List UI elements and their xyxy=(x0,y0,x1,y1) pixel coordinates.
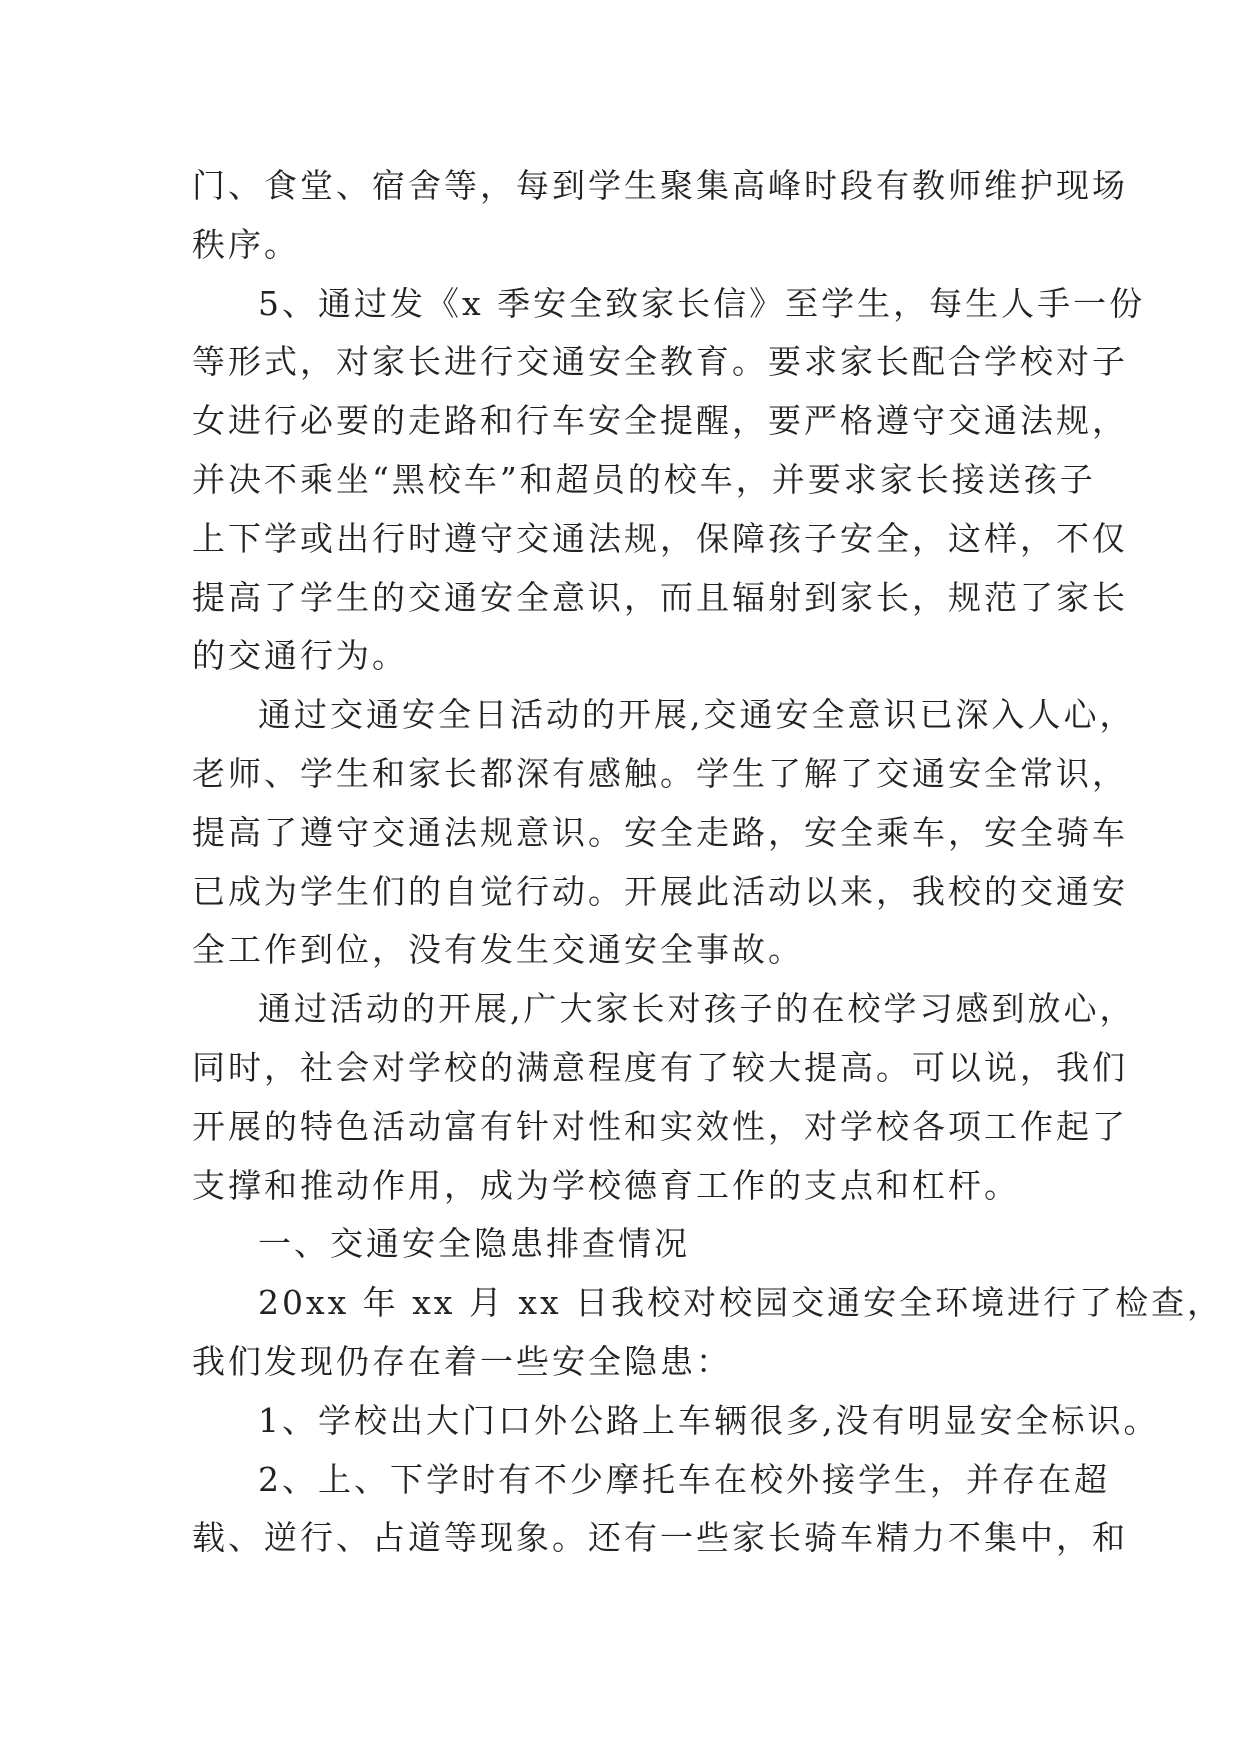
text-line: 全工作到位，没有发生交通安全事故。 xyxy=(192,930,804,970)
text-line: 开展的特色活动富有针对性和实效性，对学校各项工作起了 xyxy=(192,1106,1128,1146)
text-line: 提高了学生的交通安全意识，而且辐射到家长，规范了家长 xyxy=(192,577,1128,617)
text-line: 提高了遵守交通法规意识。安全走路，安全乘车，安全骑车 xyxy=(192,812,1128,852)
paragraph-start-line: 1、学校出大门口外公路上车辆很多,没有明显安全标识。 xyxy=(258,1400,1160,1440)
text-line: 等形式，对家长进行交通安全教育。要求家长配合学校对子 xyxy=(192,342,1128,382)
text-line: 上下学或出行时遵守交通法规，保障孩子安全，这样，不仅 xyxy=(192,518,1128,558)
paragraph-start-line: 20xx 年 xx 月 xx 日我校对校园交通安全环境进行了检查， xyxy=(258,1283,1224,1323)
paragraph-start-line: 2、上、下学时有不少摩托车在校外接学生，并存在超 xyxy=(258,1459,1110,1499)
text-line: 支撑和推动作用，成为学校德育工作的支点和杠杆。 xyxy=(192,1165,1020,1205)
paragraph-start-line: 通过交通安全日活动的开展,交通安全意识已深入人心， xyxy=(258,695,1136,735)
text-line: 老师、学生和家长都深有感触。学生了解了交通安全常识， xyxy=(192,753,1128,793)
text-line: 载、逆行、占道等现象。还有一些家长骑车精力不集中，和 xyxy=(192,1518,1128,1558)
section-heading: 一、交通安全隐患排查情况 xyxy=(258,1224,690,1264)
paragraph-start-line: 通过活动的开展,广大家长对孩子的在校学习感到放心， xyxy=(258,989,1136,1029)
text-line: 秩序。 xyxy=(192,224,300,264)
paragraph-start-line: 5、通过发《x 季安全致家长信》至学生，每生人手一份 xyxy=(258,283,1146,323)
text-line: 我们发现仍存在着一些安全隐患： xyxy=(192,1341,732,1381)
document-body xyxy=(192,157,1224,1568)
text-line: 女进行必要的走路和行车安全提醒，要严格遵守交通法规， xyxy=(192,401,1128,441)
text-line: 门、食堂、宿舍等，每到学生聚集高峰时段有教师维护现场 xyxy=(192,166,1128,205)
text-line: 同时，社会对学校的满意程度有了较大提高。可以说，我们 xyxy=(192,1047,1128,1087)
text-line: 并决不乘坐“黑校车”和超员的校车，并要求家长接送孩子 xyxy=(192,459,1096,499)
text-line: 的交通行为。 xyxy=(192,636,408,676)
text-line: 已成为学生们的自觉行动。开展此活动以来，我校的交通安 xyxy=(192,871,1128,911)
